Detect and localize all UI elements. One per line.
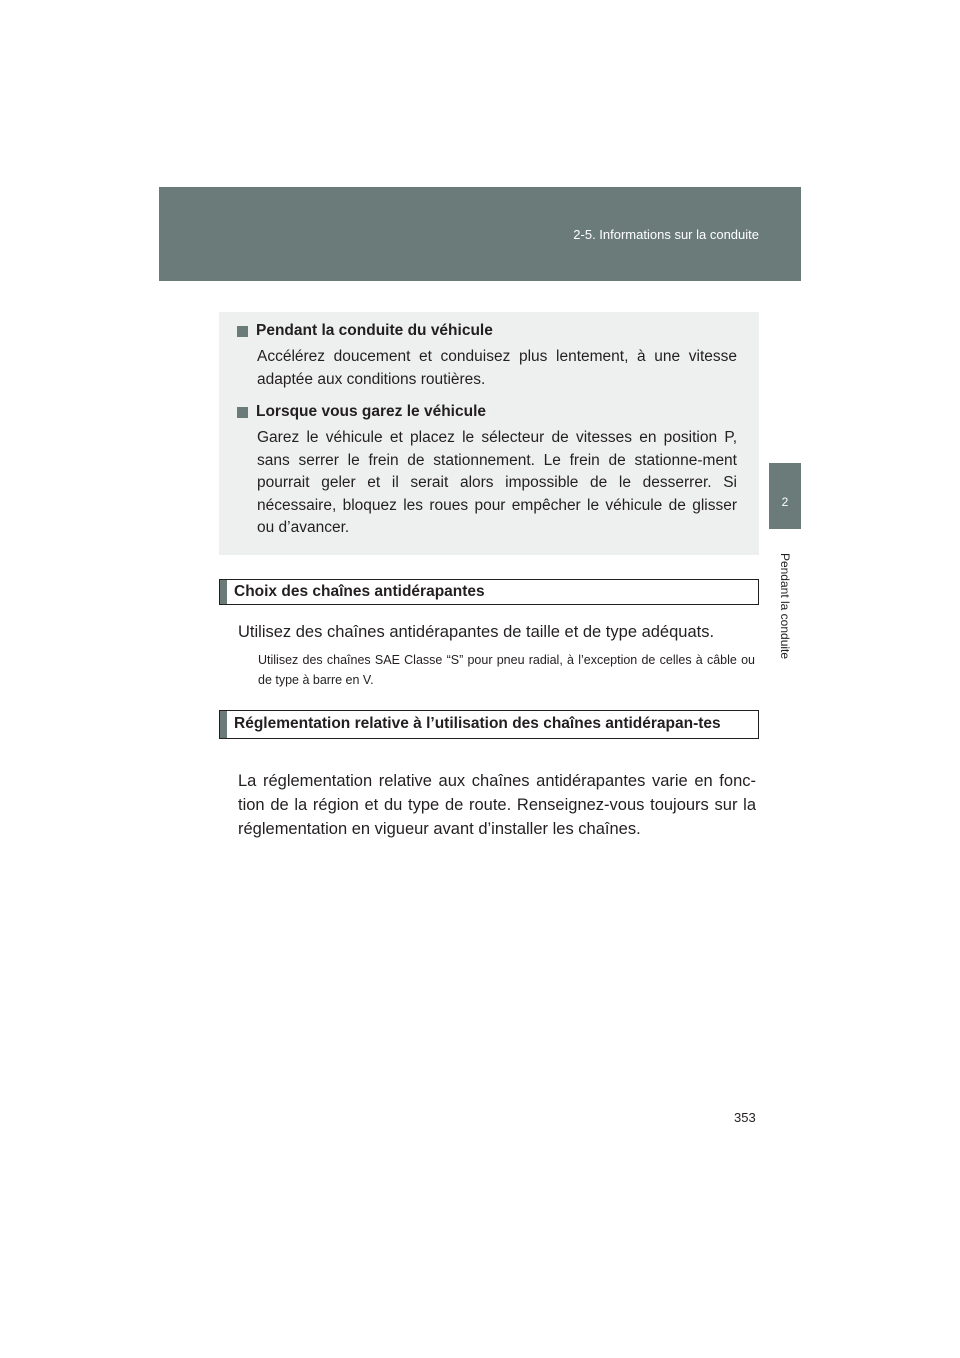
info-heading [237, 322, 493, 340]
header-accent-bar [220, 711, 227, 738]
section-header-title: Choix des chaînes antidérapantes [234, 583, 485, 600]
square-bullet-icon [237, 326, 248, 337]
square-bullet-icon [237, 407, 248, 418]
body-paragraph: La réglementation relative aux chaînes antidérapantes varie en fonc-tion de la région et du type de route. Renseignez-vous toujours sur la réglementation en vigueur avant d’installer les chaînes. [238, 772, 756, 838]
section-header-title: Réglementation relative à l’utilisation des chaînes antidérapan-tes [234, 715, 721, 732]
body-paragraph: Utilisez des chaînes antidérapantes de taille et de type adéquats. [238, 623, 715, 641]
info-heading-text: Pendant la conduite du véhicule [256, 322, 493, 339]
info-box [219, 312, 759, 555]
chapter-header [159, 187, 801, 281]
section-header [219, 579, 759, 605]
chapter-label: Pendant la conduite [778, 552, 792, 660]
page-number: 353 [734, 1110, 756, 1125]
header-accent-bar [220, 580, 227, 604]
chapter-tab [769, 463, 801, 529]
chapter-number: 2 [781, 495, 789, 509]
info-heading [237, 403, 486, 421]
note-paragraph: Utilisez des chaînes SAE Classe “S” pour pneu radial, à l’exception de celles à câble ou de type à barre en V. [258, 653, 755, 687]
info-paragraph: Garez le véhicule et placez le sélecteur de vitesses en position P, sans serrer le frein de stationnement. Le frein de stationne-ment pourrait geler et il serait alors impossible de le desserrer. Si nécessaire, bloquez les roues pour empêcher le véhicule de glisser ou d’avancer. [257, 429, 737, 536]
section-title: 2-5. Informations sur la conduite [573, 227, 759, 242]
info-heading-text: Lorsque vous garez le véhicule [256, 403, 486, 420]
section-header [219, 710, 759, 739]
info-paragraph: Accélérez doucement et conduisez plus lentement, à une vitesse adaptée aux conditions routières. [257, 348, 737, 388]
